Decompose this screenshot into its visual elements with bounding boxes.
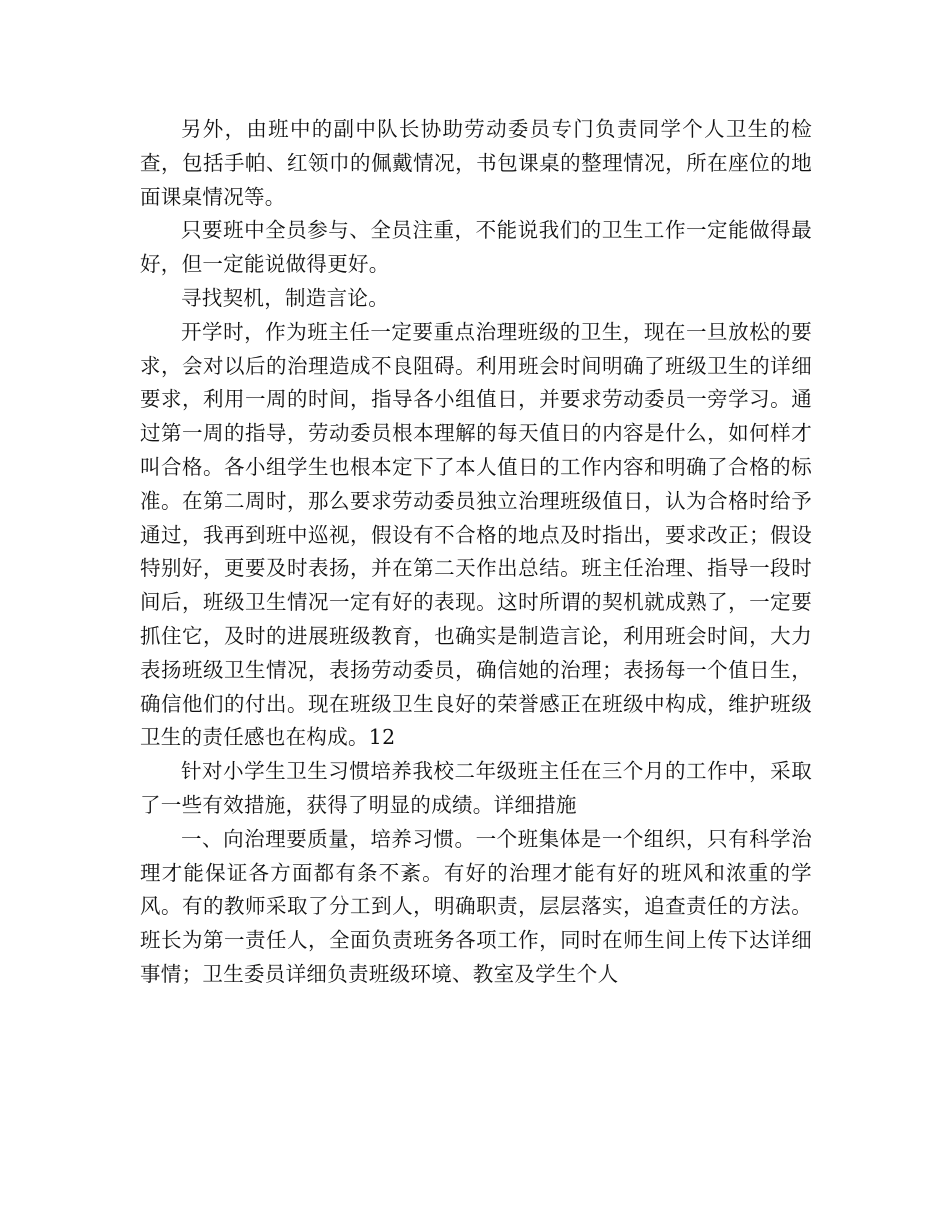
paragraph-personal-hygiene-check: 另外，由班中的副中队长协助劳动委员专门负责同学个人卫生的检查，包括手帕、红领巾的佩戴情况，书包课桌的整理情况，所在座位的地面课桌情况等。 bbox=[140, 117, 812, 209]
paragraph-management-quality: 一、向治理要质量，培养习惯。一个班集体是一个组织，只有科学治理才能保证各方面都有条不紊。有好的治理才能有好的班风和浓重的学风。有的教师采取了分工到人，明确职责，层层落实，追查责任的方法。班长为第一责任人，全面负责班务各项工作，同时在师生间上传下达详细事情；卫生委员详细负责班级环境、教室及学生个人 bbox=[140, 826, 812, 986]
document-body bbox=[140, 113, 812, 992]
paragraph-section-heading: 寻找契机，制造言论。 bbox=[181, 285, 389, 310]
paragraph-grade-two-measures: 针对小学生卫生习惯培养我校二年级班主任在三个月的工作中，采取了一些有效措施，获得了明显的成绩。详细措施 bbox=[140, 759, 812, 817]
paragraph-full-participation: 只要班中全员参与、全员注重，不能说我们的卫生工作一定能做得最好，但一定能说做得更好。 bbox=[140, 218, 812, 277]
paragraph-semester-start: 开学时，作为班主任一定要重点治理班级的卫生，现在一旦放松的要求，会对以后的治理造成不良阻碍。利用班会时间明确了班级卫生的详细要求，利用一周的时间，指导各小组值日，并要求劳动委员一旁学习。通过第一周的指导，劳动委员根本理解的每天值日的内容是什么，如何样才叫合格。各小组学生也根本定下了本人值日的工作内容和明确了合格的标准。在第二周时，那么要求劳动委员独立治理班级值日，认为合格时给予通过，我再到班中巡视，假设有不合格的地点及时指出，要求改正；假设特别好，更要及时表扬，并在第二天作出总结。班主任治理、指导一段时间后，班级卫生情况一定有好的表现。这时所谓的契机就成熟了，一定要抓住它，及时的进展班级教育，也确实是制造言论，利用班会时间，大力表扬班级卫生情况，表扬劳动委员，确信她的治理；表扬每一个值日生，确信他们的付出。现在班级卫生良好的荣誉感正在班级中构成，维护班级卫生的责任感也在构成。12 bbox=[140, 319, 812, 750]
